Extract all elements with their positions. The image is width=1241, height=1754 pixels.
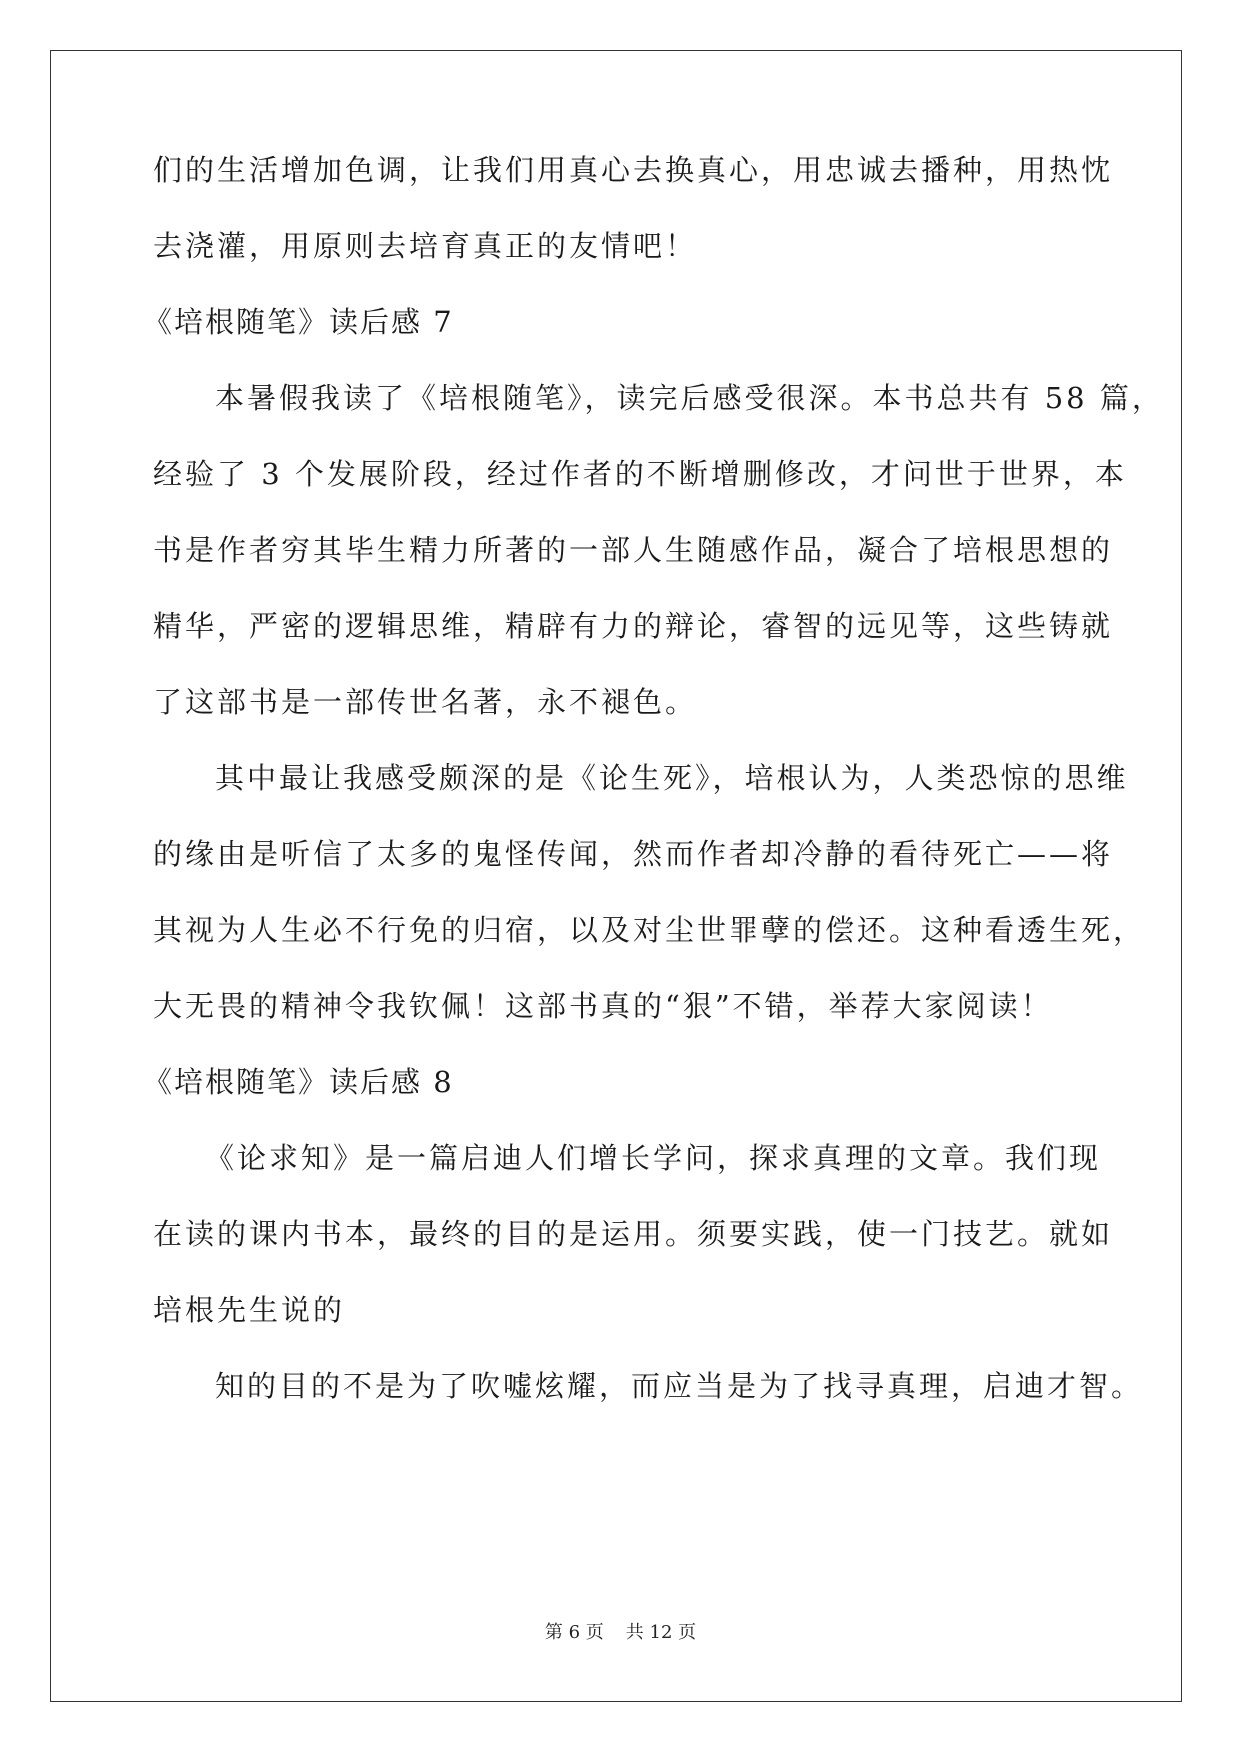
page-border	[50, 50, 1182, 1702]
body-line: 了这部书是一部传世名著，永不褪色。	[153, 685, 698, 719]
page-footer	[0, 1618, 1241, 1644]
body-line: 的缘由是听信了太多的鬼怪传闻，然而作者却冷静的看待死亡——将	[153, 837, 1114, 871]
paragraph-start-line: 本暑假我读了《培根随笔》，读完后感受很深。本书总共有 58 篇，	[215, 381, 1164, 415]
body-line: 精华，严密的逻辑思维，精辟有力的辩论，睿智的远见等，这些铸就	[153, 609, 1114, 643]
body-line: 去浇灌，用原则去培育真正的友情吧！	[153, 229, 698, 263]
section-heading: 《培根随笔》读后感 8	[143, 1065, 454, 1099]
paragraph-start-line: 其中最让我感受颇深的是《论生死》，培根认为，人类恐惊的思维	[215, 761, 1129, 795]
body-line: 们的生活增加色调，让我们用真心去换真心，用忠诚去播种，用热忱	[153, 153, 1114, 187]
body-line: 培根先生说的	[153, 1293, 346, 1327]
body-line: 在读的课内书本，最终的目的是运用。须要实践，使一门技艺。就如	[153, 1217, 1114, 1251]
body-line: 书是作者穷其毕生精力所著的一部人生随感作品，凝合了培根思想的	[153, 533, 1114, 567]
page-number: 第 6 页	[544, 1622, 604, 1643]
paragraph-start-line: 知的目的不是为了吹嘘炫耀，而应当是为了找寻真理，启迪才智。	[215, 1369, 1144, 1403]
body-line: 经验了 3 个发展阶段，经过作者的不断增删修改，才问世于世界，本	[153, 457, 1127, 491]
paragraph-start-line: 《论求知》是一篇启迪人们增长学问，探求真理的文章。我们现	[205, 1141, 1102, 1175]
section-heading: 《培根随笔》读后感 7	[143, 305, 454, 339]
body-line: 大无畏的精神令我钦佩！这部书真的“狠”不错，举荐大家阅读！	[153, 989, 1053, 1023]
body-line: 其视为人生必不行免的归宿，以及对尘世罪孽的偿还。这种看透生死，	[153, 913, 1146, 947]
total-pages: 共 12 页	[625, 1622, 697, 1643]
